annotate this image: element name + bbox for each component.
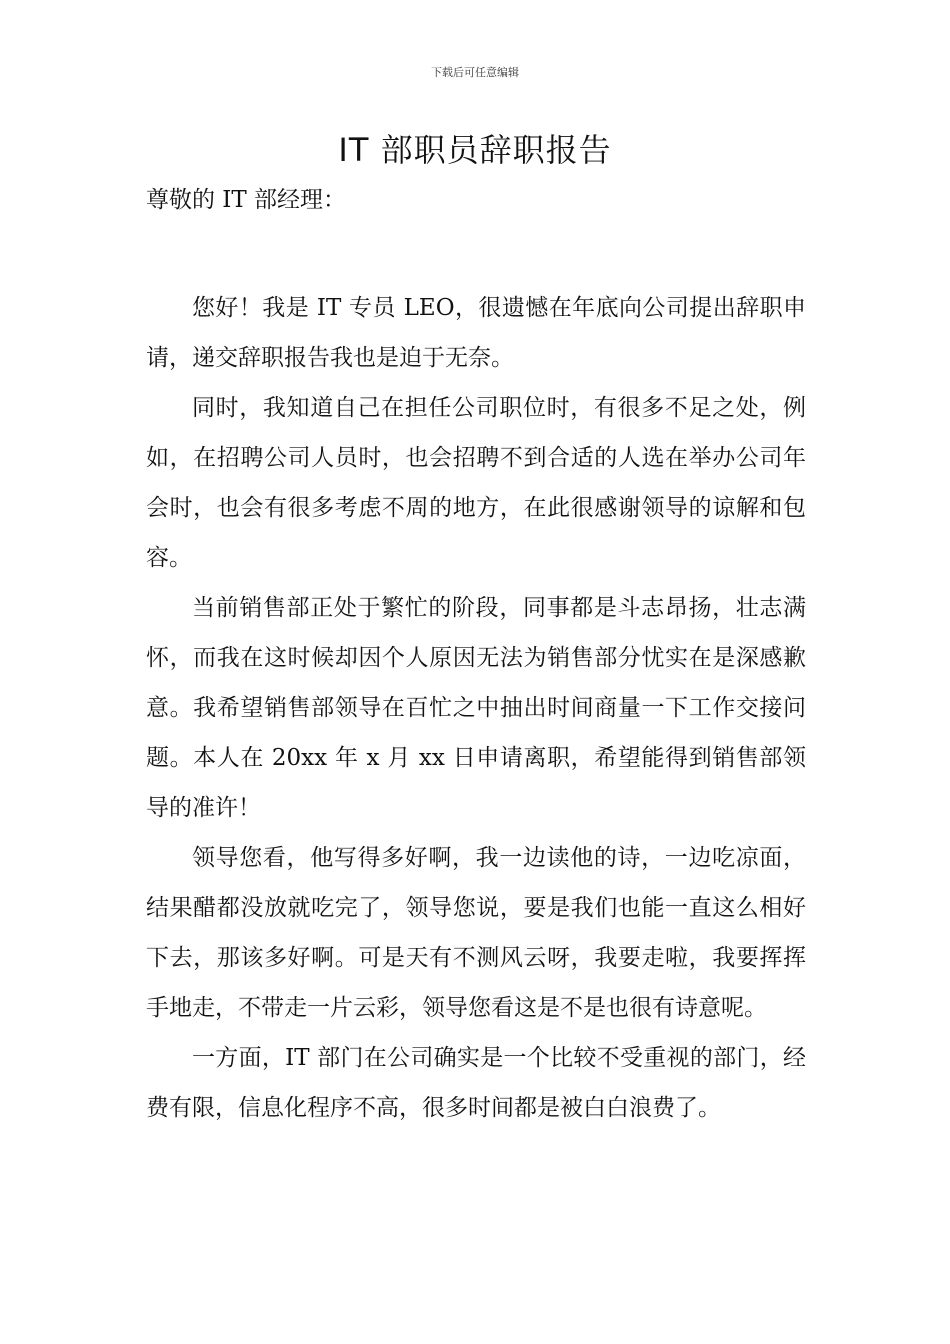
document-title: IT 部职员辞职报告 (338, 131, 612, 169)
paragraph: 领导您看，他写得多好啊，我一边读他的诗，一边吃凉面，结果醋都没放就吃完了，领导您说，要是我们也能一直这么相好下去，那该多好啊。可是天有不测风云呀，我要走啦，我要挥挥手地走，不带走一片云彩，领导您看这是不是也很有诗意呢。 (146, 845, 806, 1021)
page-header-note: 下载后可任意编辑 (431, 66, 519, 79)
paragraph: 当前销售部正处于繁忙的阶段，同事都是斗志昂扬，壮志满怀，而我在这时候却因个人原因无法为销售部分忧实在是深感歉意。我希望销售部领导在百忙之中抽出时间商量一下工作交接问题。本人在 20xx 年 x 月 xx 日申请离职，希望能得到销售部领导的准许！ (146, 595, 806, 821)
paragraph: 同时，我知道自己在担任公司职位时，有很多不足之处，例如，在招聘公司人员时，也会招聘不到合适的人选在举办公司年会时，也会有很多考虑不周的地方，在此很感谢领导的谅解和包容。 (146, 395, 806, 571)
document-body (146, 283, 806, 1133)
paragraph: 一方面，IT 部门在公司确实是一个比较不受重视的部门，经费有限，信息化程序不高，很多时间都是被白白浪费了。 (146, 1045, 806, 1121)
salutation: 尊敬的 IT 部经理： (146, 187, 347, 213)
paragraph: 您好！我是 IT 专员 LEO，很遗憾在年底向公司提出辞职申请，递交辞职报告我也是迫于无奈。 (146, 295, 806, 371)
